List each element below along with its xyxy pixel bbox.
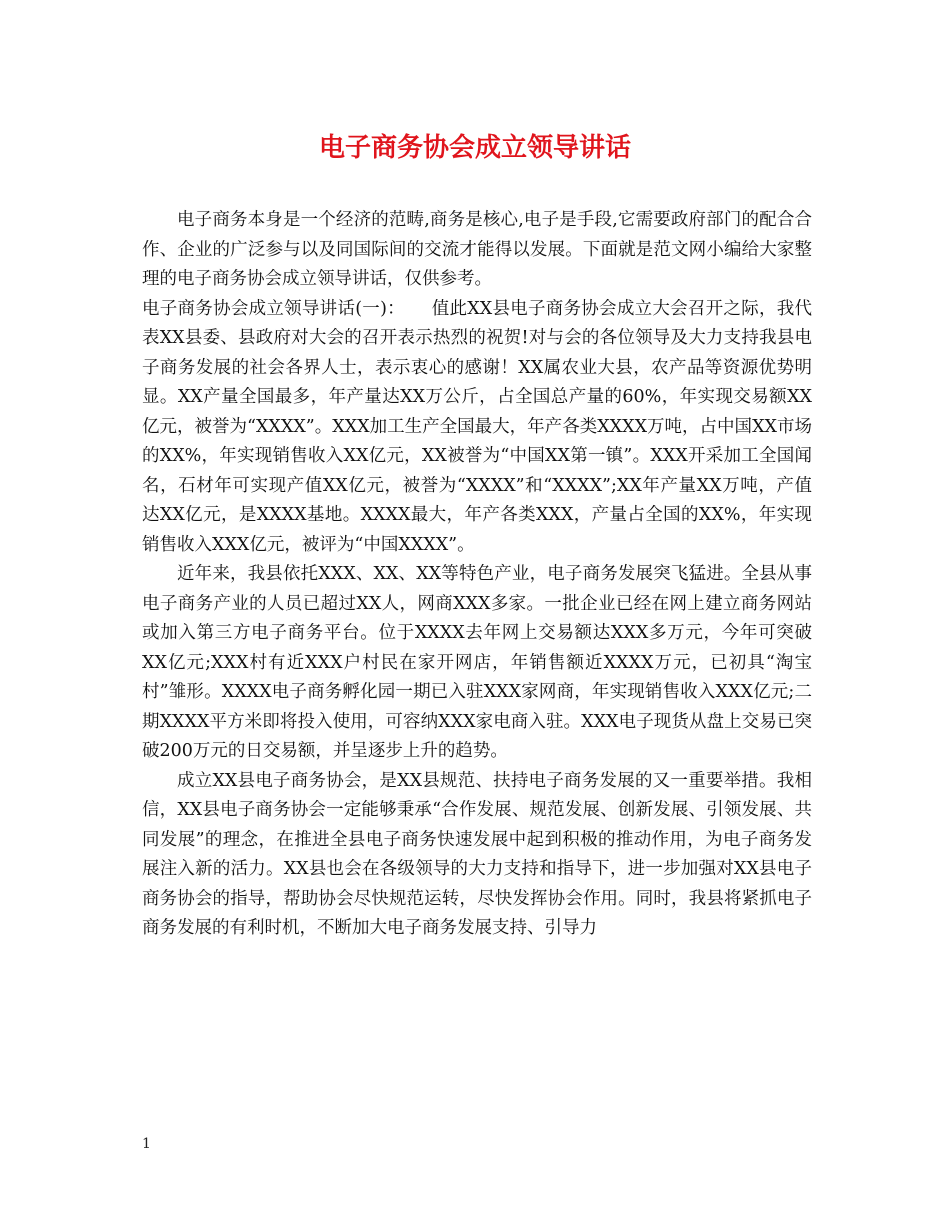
- page-number: 1: [142, 1136, 151, 1152]
- paragraph-association: 成立XX县电子商务协会，是XX县规范、扶持电子商务发展的又一重要举措。我相信，XX县电子商务协会一定能够秉承“合作发展、规范发展、创新发展、引领发展、共同发展”的理念，在推进全县电子商务快速发展中起到积极的推动作用，为电子商务发展注入新的活力。XX县也会在各级领导的大力支持和指导下，进一步加强对XX县电子商务协会的指导，帮助协会尽快规范运转，尽快发挥协会作用。同时，我县将紧抓电子商务发展的有利时机，不断加大电子商务发展支持、引导力: [142, 770, 812, 938]
- paragraph-recent-years: 近年来，我县依托XXX、XX、XX等特色产业，电子商务发展突飞猛进。全县从事电子商务产业的人员已超过XX人，网商XXX多家。一批企业已经在网上建立商务网站或加入第三方电子商务平台。位于XXXX去年网上交易额达XXX多万元，今年可突破XX亿元;XXX村有近XXX户村民在家开网店，年销售额近XXXX万元，已初具“淘宝村”雏形。XXXX电子商务孵化园一期已入驻XXX家网商，年实现销售收入XXX亿元;二期XXXX平方米即将投入使用，可容纳XXX家电商入驻。XXX电子现货从盘上交易已突破200万元的日交易额，并呈逐步上升的趋势。: [142, 564, 812, 761]
- document-body: [142, 206, 812, 944]
- paragraph-speech-opening: 电子商务协会成立领导讲话(一)： 值此XX县电子商务协会成立大会召开之际，我代表XX县委、县政府对大会的召开表示热烈的祝贺!对与会的各位领导及大力支持我县电子商务发展的社会各界人士，表示衷心的感谢！XX属农业大县，农产品等资源优势明显。XX产量全国最多，年产量达XX万公斤，占全国总产量的60%，年实现交易额XX亿元，被誉为“XXXX”。XXX加工生产全国最大，年产各类XXXX万吨，占中国XX市场的XX%，年实现销售收入XX亿元，XX被誉为“中国XX第一镇”。XXX开采加工全国闻名，石材年可实现产值XX亿元，被誉为“XXXX”和“XXXX”;XX年产量XX万吨，产值达XX亿元，是XXXX基地。XXXX最大，年产各类XXX，产量占全国的XX%，年实现销售收入XXX亿元，被评为“中国XXXX”。: [142, 298, 812, 555]
- paragraph-intro: 电子商务本身是一个经济的范畴,商务是核心,电子是手段,它需要政府部门的配合合作、企业的广泛参与以及同国际间的交流才能得以发展。下面就是范文网小编给大家整理的电子商务协会成立领导讲话，仅供参考。: [142, 210, 812, 289]
- document-title: 电子商务协会成立领导讲话: [318, 133, 631, 163]
